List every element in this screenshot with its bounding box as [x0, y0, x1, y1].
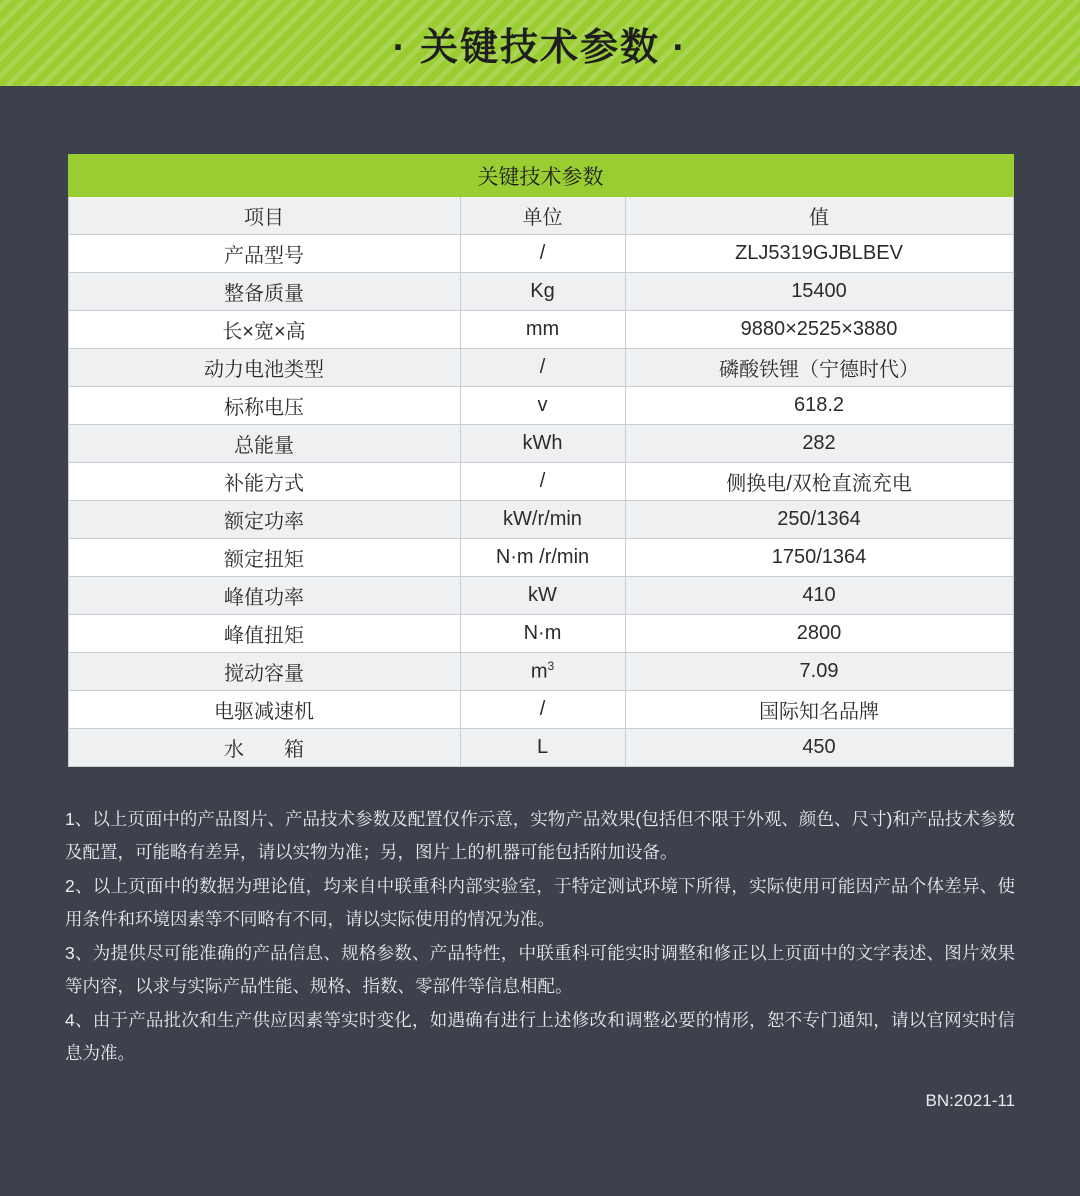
cell-unit: v — [460, 387, 625, 425]
note-item: 3、为提供尽可能准确的产品信息、规格参数、产品特性，中联重科可能实时调整和修正以上页面中的文字表述、图片效果等内容，以求与实际产品性能、规格、指数、零部件等信息相配。 — [65, 943, 1015, 996]
cell-item: 总能量 — [68, 425, 460, 463]
cell-value: 282 — [625, 425, 1013, 463]
cell-item: 额定功率 — [68, 501, 460, 539]
table-row — [68, 691, 1013, 729]
table-row — [68, 349, 1013, 387]
table-row — [68, 425, 1013, 463]
column-header-value: 值 — [625, 197, 1013, 235]
cell-unit: / — [460, 691, 625, 729]
cell-value: 磷酸铁锂（宁德时代） — [625, 349, 1013, 387]
cell-item: 额定扭矩 — [68, 539, 460, 577]
cell-value: ZLJ5319GJBLBEV — [625, 235, 1013, 273]
cell-value: 410 — [625, 577, 1013, 615]
cell-item: 补能方式 — [68, 463, 460, 501]
cell-item: 搅动容量 — [68, 653, 460, 691]
page-header-banner — [0, 0, 1080, 86]
cell-value: 250/1364 — [625, 501, 1013, 539]
cell-value: 7.09 — [625, 653, 1013, 691]
cell-unit: L — [460, 729, 625, 767]
table-row — [68, 501, 1013, 539]
table-row — [68, 311, 1013, 349]
cell-value: 2800 — [625, 615, 1013, 653]
cell-value: 侧换电/双枪直流充电 — [625, 463, 1013, 501]
cell-item: 整备质量 — [68, 273, 460, 311]
cell-item: 水 箱 — [68, 729, 460, 767]
table-row — [68, 577, 1013, 615]
cell-item: 产品型号 — [68, 235, 460, 273]
cell-value: 9880×2525×3880 — [625, 311, 1013, 349]
note-item: 4、由于产品批次和生产供应因素等实时变化，如遇确有进行上述修改和调整必要的情形，恕不专门通知，请以官网实时信息为准。 — [65, 1010, 1015, 1063]
cell-unit: kW/r/min — [460, 501, 625, 539]
table-row — [68, 463, 1013, 501]
cell-unit: Kg — [460, 273, 625, 311]
cell-unit: $m^3$ — [460, 653, 625, 691]
table-body — [68, 235, 1013, 767]
cell-item: 动力电池类型 — [68, 349, 460, 387]
cell-item: 长×宽×高 — [68, 311, 460, 349]
cell-item: 电驱减速机 — [68, 691, 460, 729]
cell-value: 15400 — [625, 273, 1013, 311]
cell-unit: kWh — [460, 425, 625, 463]
cell-item: 标称电压 — [68, 387, 460, 425]
disclaimer-notes — [65, 803, 1015, 1069]
table-row — [68, 729, 1013, 767]
cell-item: 峰值扭矩 — [68, 615, 460, 653]
cell-unit: N·m /r/min — [460, 539, 625, 577]
cell-unit: kW — [460, 577, 625, 615]
cell-unit: / — [460, 235, 625, 273]
table-row — [68, 653, 1013, 691]
cell-unit: / — [460, 349, 625, 387]
column-header-unit: 单位 — [460, 197, 625, 235]
cell-value: 1750/1364 — [625, 539, 1013, 577]
note-item: 1、以上页面中的产品图片、产品技术参数及配置仅作示意，实物产品效果(包括但不限于外观、颜色、尺寸)和产品技术参数及配置，可能略有差异，请以实物为准；另，图片上的机器可能包括附加设备。 — [65, 809, 1015, 862]
footer-code: BN:2021-11 — [925, 1091, 1015, 1111]
cell-unit: N·m — [460, 615, 625, 653]
table-row — [68, 273, 1013, 311]
cell-value: 国际知名品牌 — [625, 691, 1013, 729]
table-row — [68, 539, 1013, 577]
note-item: 2、以上页面中的数据为理论值，均来自中联重科内部实验室，于特定测试环境下所得，实际使用可能因产品个体差异、使用条件和环境因素等不同略有不同，请以实际使用的情况为准。 — [65, 876, 1015, 929]
table-caption: 关键技术参数 — [68, 155, 1013, 197]
page-title: · 关键技术参数 · — [392, 26, 688, 69]
cell-value: 450 — [625, 729, 1013, 767]
key-spec-table — [68, 154, 1014, 767]
table-row — [68, 615, 1013, 653]
spec-table-container — [68, 154, 1013, 767]
cell-unit: / — [460, 463, 625, 501]
column-header-item: 项目 — [68, 197, 460, 235]
table-row — [68, 387, 1013, 425]
table-header-row — [68, 197, 1013, 235]
cell-unit: mm — [460, 311, 625, 349]
cell-item: 峰值功率 — [68, 577, 460, 615]
cell-value: 618.2 — [625, 387, 1013, 425]
table-row — [68, 235, 1013, 273]
